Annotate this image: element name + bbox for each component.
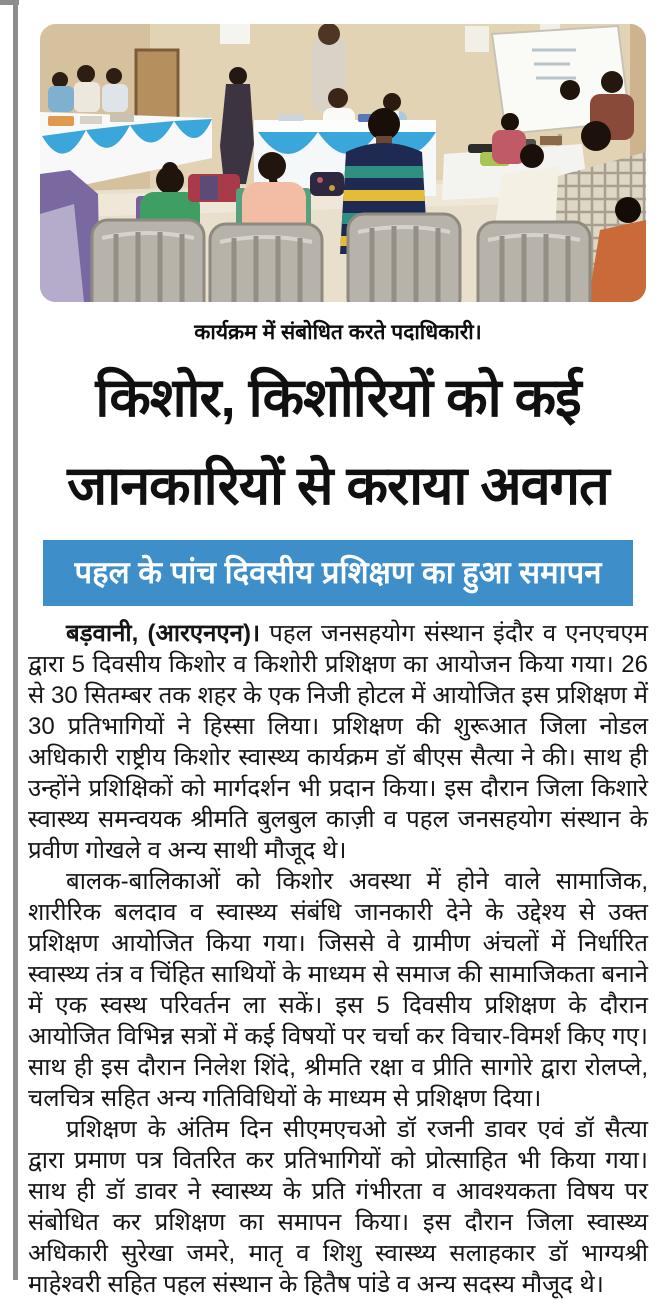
photo-caption: कार्यक्रम में संबोधित करते पदाधिकारी।: [194, 321, 482, 344]
article-body: [28, 618, 648, 1300]
frame-rule-left: [13, 0, 18, 1280]
photo-left-attendees: [48, 65, 128, 112]
paragraph-2: [28, 866, 648, 1114]
paragraph-3-text: प्रशिक्षण के अंतिम दिन सीएमएचओ डॉ रजनी डावर एवं डॉ सैत्या द्वारा प्रमाण पत्र वितरित कर प्रतिभागियों को प्रोत्साहित भी किया गया। साथ ही डॉ डावर ने स्वास्थ्य के प्रति गंभीरता व आवश्यकता विषय पर संबोधित कर प्रशिक्षण का समापन किया। इस दौरान जिला स्वास्थ्य अधिकारी सुरेखा जमरे, मातृ व शिशु स्वास्थ्य सलाहकार डॉ भाग्यश्री माहेश्वरी सहित पहल संस्थान के हितैष पांडे व अन्य सदस्य मौजूद थे।: [28, 1116, 648, 1298]
training-session-photo: [40, 24, 646, 302]
headline-line-1: किशोर, किशोरियों को कई: [95, 368, 581, 428]
kicker-banner: पहल के पांच दिवसीय प्रशिक्षण का हुआ समापन: [43, 540, 633, 606]
paragraph-1: [28, 618, 648, 866]
paragraph-3: [28, 1114, 648, 1300]
newspaper-clipping: [28, 8, 648, 1300]
headline: [28, 354, 648, 530]
photo-illustration: [40, 24, 646, 302]
dateline: बड़वानी, (आरएनएन)।: [66, 620, 261, 647]
paragraph-2-text: बालक-बालिकाओं को किशोर अवस्था में होने वाले सामाजिक, शारीरिक बलदाव व स्वास्थ्य संबंधि जानकारी देने के उद्देश्य से उक्त प्रशिक्षण आयोजित किया गया। जिससे वे ग्रामीण अंचलों में निर्धारित स्वास्थ्य तंत्र व चिंहित साथियों के माध्यम से समाज की सामाजिकता बनाने में एक स्वस्थ परिवर्तन ला सकें। इस 5 दिवसीय प्रशिक्षण के दौरान आयोजित विभिन्न सत्रों में कई विषयों पर चर्चा कर विचार-विमर्श किए गए। साथ ही इस दौरान निलेश शिंदे, श्रीमति रक्षा व प्रीति सागोरे द्वारा रोलप्ले, चलचित्र सहित अन्य गतिविधियों के माध्यम से प्रशिक्षण दिया।: [28, 868, 648, 1112]
paragraph-1-text: पहल जनसहयोग संस्थान इंदौर व एनएचएम द्वारा 5 दिवसीय किशोर व किशोरी प्रशिक्षण का आयोजन किया गया। 26 से 30 सितम्बर तक शहर के एक निजी होटल में आयोजित इस प्रशिक्षण में 30 प्रतिभागियों ने हिस्सा लिया। प्रशिक्षण की शुरूआत जिला नोडल अधिकारी राष्ट्रीय किशोर स्वास्थ्य कार्यक्रम डॉ बीएस सैत्या ने की। साथ ही उन्होंने प्रशिक्षिकों को मार्गदर्शन भी प्रदान किया। इस दौरान जिला किशारे स्वास्थ्य समन्वयक श्रीमति बुलबुल काज़ी व पहल जनसहयोग संस्थान के प्रवीण गोखले व अन्य साथी मौजूद थे।: [28, 620, 648, 864]
headline-line-2: जानकारियों से कराया अवगत: [67, 456, 609, 516]
